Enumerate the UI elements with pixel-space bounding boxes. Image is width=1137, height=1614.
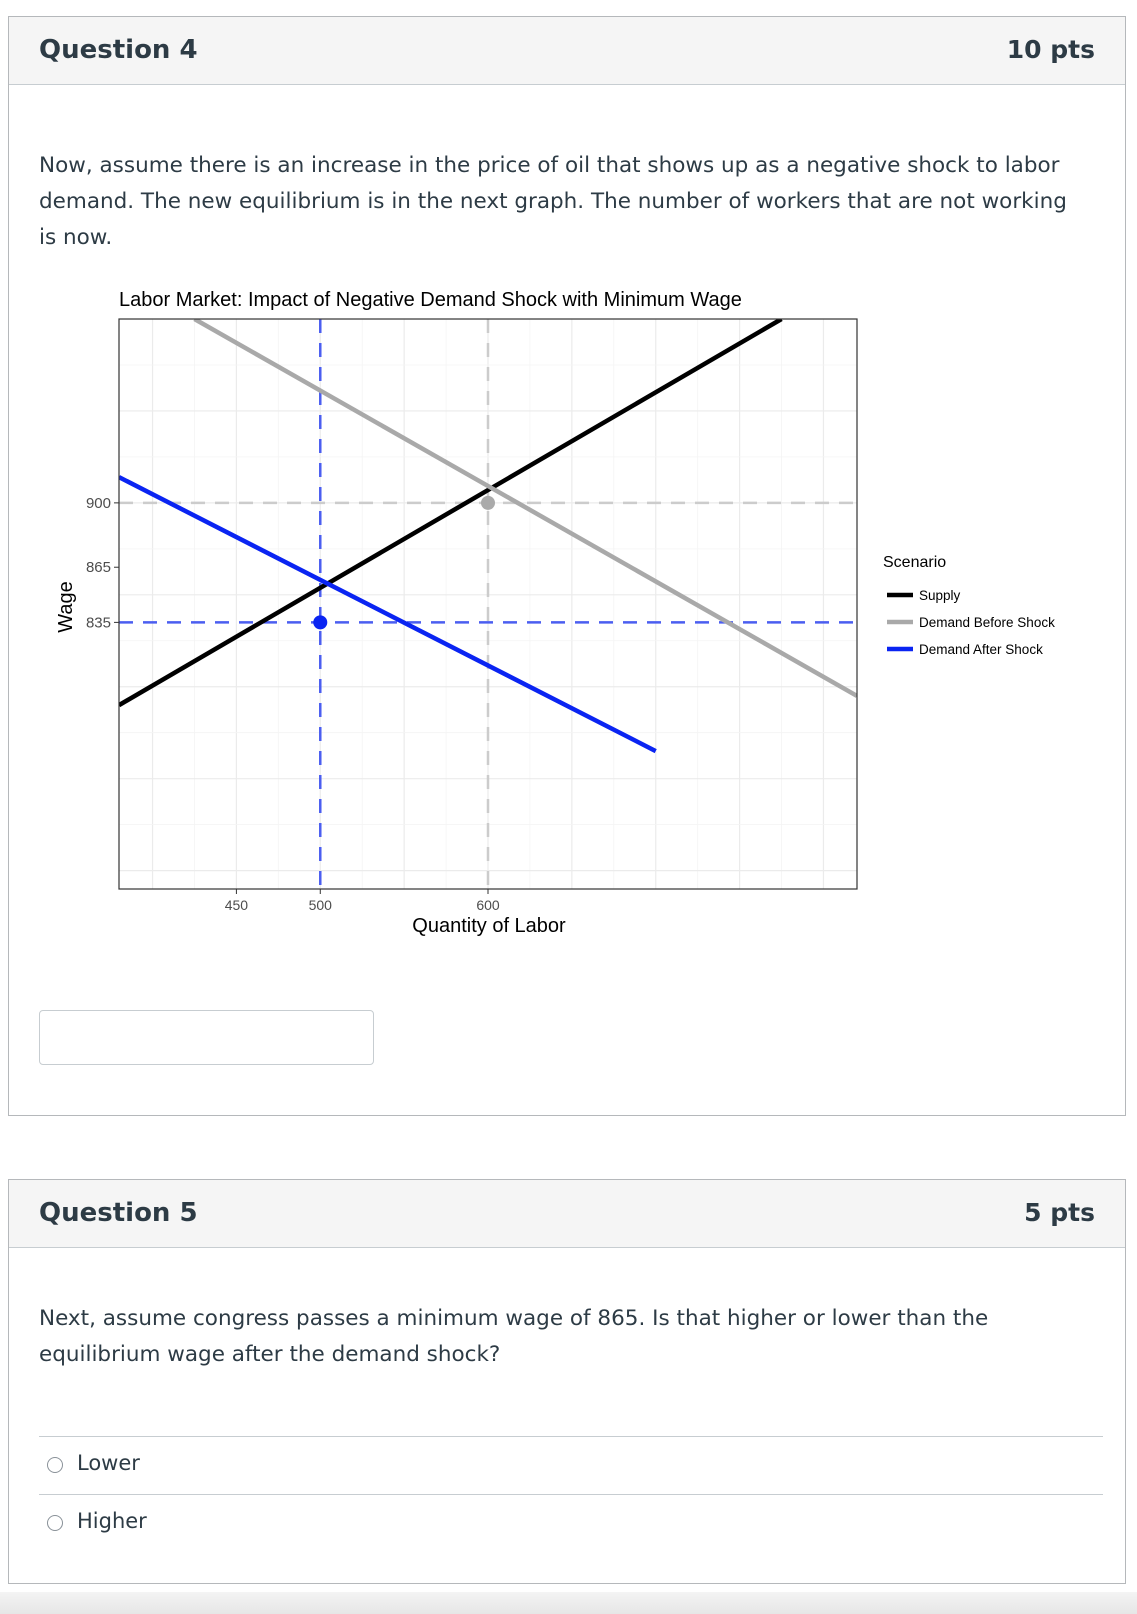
- question-header: [9, 17, 1125, 85]
- y-tick-label: 900: [85, 494, 111, 512]
- legend-label-2: Demand After Shock: [919, 642, 1043, 657]
- answer-label: Lower: [77, 1451, 140, 1475]
- y-tick-label: 865: [85, 559, 111, 577]
- answer-options: [39, 1436, 1103, 1552]
- answer-option-lower[interactable]: [39, 1436, 1103, 1494]
- plot-area: [119, 319, 857, 889]
- question-4-card: [8, 16, 1126, 1116]
- y-tick-label: 835: [85, 614, 111, 632]
- x-tick-label: 600: [476, 897, 500, 913]
- question-5-card: [8, 1179, 1126, 1584]
- bottom-bar: [0, 1592, 1137, 1614]
- answer-label: Higher: [77, 1509, 147, 1533]
- labor-market-chart: [39, 272, 1069, 952]
- answer-input[interactable]: [39, 1010, 374, 1065]
- question-text: Next, assume congress passes a minimum wage of 865. Is that higher or lower than the equilibrium wage after the demand shock?: [39, 1306, 989, 1367]
- question-text: Now, assume there is an increase in the price of oil that shows up as a negative shock to labor demand. The new equilibrium is in the next graph. The number of workers that are not working is now.: [39, 153, 1067, 250]
- equilibrium-point-1: [313, 615, 327, 629]
- x-tick-label: 500: [308, 897, 332, 913]
- question-title: Question 4: [39, 35, 198, 65]
- question-header: [9, 1180, 1125, 1248]
- radio-button[interactable]: [47, 1457, 63, 1473]
- question-title: Question 5: [39, 1198, 198, 1228]
- legend: [883, 554, 1055, 657]
- question-points: 5 pts: [1024, 1198, 1095, 1227]
- chart-title: Labor Market: Impact of Negative Demand Shock with Minimum Wage: [119, 289, 742, 311]
- legend-title: Scenario: [883, 554, 947, 571]
- legend-label-1: Demand Before Shock: [919, 615, 1055, 630]
- answer-option-higher[interactable]: [39, 1494, 1103, 1552]
- radio-button[interactable]: [47, 1515, 63, 1531]
- equilibrium-point-0: [481, 496, 495, 510]
- y-axis-label: Wage: [55, 581, 77, 633]
- x-axis-label: Quantity of Labor: [412, 915, 566, 937]
- legend-label-0: Supply: [919, 588, 961, 603]
- x-tick-label: 450: [224, 897, 249, 913]
- question-points: 10 pts: [1006, 35, 1095, 64]
